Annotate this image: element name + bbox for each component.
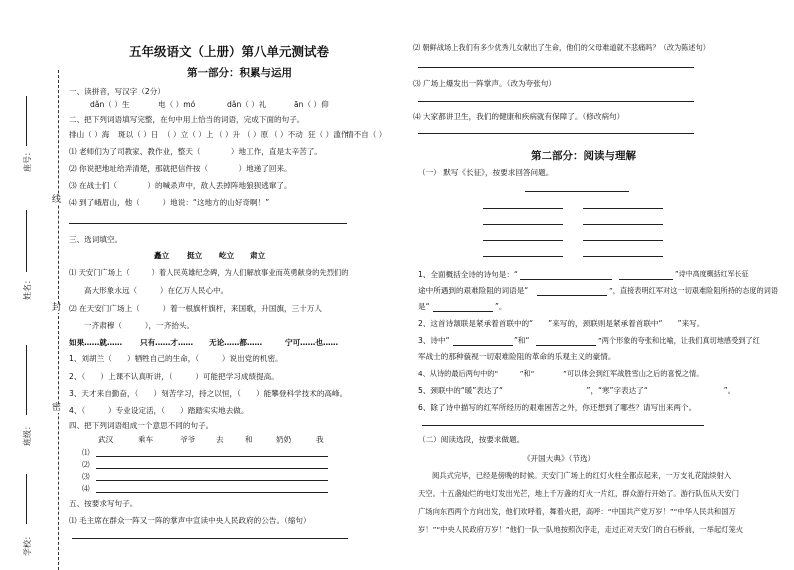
q5-answer-line-2 xyxy=(418,67,694,68)
q5-answer-line-1 xyxy=(72,538,348,539)
q2-answer-line xyxy=(69,223,347,224)
seat-number-label: 座号： xyxy=(23,148,32,172)
name-line xyxy=(26,210,27,272)
q4-row-4: ⑷ xyxy=(82,484,90,493)
q1-title: 一、读拼音，写汉字（2分） xyxy=(69,87,165,96)
reading-line-1: 阅兵式完毕，已经是傍晚的时候。天安门广场上的红灯火柱全都点起来，一万支礼花陆续射入 xyxy=(432,471,732,480)
q2-word-8: 情不自（ ） xyxy=(346,130,387,139)
q2-word-3: （ ）立（ ）上 xyxy=(163,130,214,139)
q2-word-2: 斑以（ ）日 xyxy=(118,130,159,139)
q4-row-1: ⑴ xyxy=(82,448,90,457)
q3-option-4: 肃立 xyxy=(250,251,266,260)
poem-title-line xyxy=(525,191,629,192)
class-line xyxy=(26,345,27,415)
q5-sentence-1: ⑴ 毛主席在群众一阵又一阵的掌声中宣读中央人民政府的公告。（缩句） xyxy=(69,516,311,525)
poem-q1-d: ”，直接表明红军对这一切艰难险阻所持的态度的词语 xyxy=(609,286,779,295)
seat-number-line xyxy=(26,96,27,146)
poem-q3-blank-1 xyxy=(453,345,513,346)
poem-q3-b: ”和“ xyxy=(514,336,530,345)
q2-sentence-4: ⑷ 到了峨眉山，他（ ）地说：“这地方的山好奇啊！” xyxy=(69,198,270,207)
poem-q5: 5、颈联中的“暖”表达了“ ”，“寒”字表达了“ ”。 xyxy=(418,386,736,395)
q4-word-6: 奶奶 xyxy=(276,435,292,444)
q3-option-1: 矗立 xyxy=(154,251,170,260)
q2-sentence-1: ⑴ 老师们为了司教家、教作业，整天（ ）地工作，直是太辛苦了。 xyxy=(69,147,323,156)
q2-word-7: 狂（ ）滥作 xyxy=(308,130,349,139)
school-label: 学校： xyxy=(23,532,32,556)
q4-row-3: ⑶ xyxy=(82,472,90,481)
q1-pinyin-1: dǎn（ ）生 xyxy=(90,100,130,109)
q3-conj-1: 1、刘胡兰（ ）牺牲自己的生命，（ ）说出党的机密。 xyxy=(69,354,283,363)
q3-sentence-2a: ⑵ 在天安门广场上（ ）着一根旗杆旗杆，来国歌，升国旗，三十万人 xyxy=(69,304,323,313)
poem-q3-c: ”两个形象的夸张和比喻，让我们真切地感受到了红 xyxy=(598,336,760,345)
poem-q1-blank-4 xyxy=(433,311,493,312)
poem-line-4a xyxy=(483,256,563,257)
q4-answer-line-3 xyxy=(96,480,328,481)
poem-q1-blank-2 xyxy=(619,279,673,280)
q5-sentence-4: ⑷ 大家都讲卫生，我们的健康和疾病就有保障了。（修改病句） xyxy=(413,112,625,121)
q4-title: 四、把下列词语组成一个意思不同的句子。 xyxy=(69,421,214,430)
poem-q1-f: ”。 xyxy=(495,302,507,311)
q5-sentence-3: ⑶ 广场上爆发出一阵掌声。（改为夸张句） xyxy=(413,79,556,88)
poem-q6: 6、除了诗中描写的红军所经历的艰难困苦之外，你还想到了哪些？请写出来两个。 xyxy=(418,403,697,412)
poem-line-2a xyxy=(483,224,563,225)
reading-line-2: 天空。十五盏灿烂的电灯发出光芒，地上千万盏的灯火一片红，群众游行开始了。游行队伍从天安门 xyxy=(418,489,740,498)
poem-q3-d: 军战士的那种藐视一切艰难险阻的革命的乐观主义的豪情。 xyxy=(418,352,616,361)
poem-q3-a: 3、诗中“ xyxy=(418,336,450,345)
poem-line-1a xyxy=(483,208,563,209)
binding-dashed-line xyxy=(58,70,59,570)
q3-option2-4: 宁可……也…… xyxy=(285,338,339,347)
q2-word-6: （ ）不动 xyxy=(270,130,303,139)
q3-conj-2: 2、（ ）上课不认真听讲，（ ）可能把学习成绩提高。 xyxy=(69,372,279,381)
poem-q1-e: 是“ xyxy=(418,302,430,311)
part1-heading: 第一部分：积累与运用 xyxy=(187,67,292,79)
q4-word-2: 乘车 xyxy=(138,435,154,444)
q2-word-4: （ ）升 xyxy=(215,130,241,139)
poem-line-2b xyxy=(583,224,663,225)
poem-q1-a: 1、全面概括全诗的诗句是：“ xyxy=(418,270,518,279)
poem-q1-blank-3 xyxy=(537,295,607,296)
q2-sentence-3: ⑶ 在战士们（ ）的喊杀声中，敌人丢掉阵地狼狈逃窜了。 xyxy=(69,181,292,190)
q2-word-1: 排山（ ）海 xyxy=(69,130,110,139)
q2-title: 二、把下列词语填写完整，在句中用上恰当的词语，完成下面的句子。 xyxy=(69,115,305,124)
q3-conj-4: 4、（ ）专业设定活，（ ）踏踏实实地去做。 xyxy=(69,406,249,415)
q5-sentence-2: ⑵ 朝鲜战场上我们有多少优秀儿女献出了生命，他们的父母难道就不悲痛吗？（改为陈述句） xyxy=(413,43,710,52)
q5-title: 五、按要求写句子。 xyxy=(69,499,138,508)
q2-word-5: （ ）原 xyxy=(243,130,269,139)
q1-pinyin-3: dǎn（ ）礼 xyxy=(227,100,267,109)
binding-marker-line: 线 xyxy=(52,195,62,205)
q3-option2-2: 只有……才…… xyxy=(140,338,194,347)
class-label: 班级： xyxy=(23,422,32,446)
section1-title: （一） 默写《长征》，按要求回答问题。 xyxy=(418,168,554,177)
poem-q1-c: 途中所遇到的艰难险阻的词语是“ xyxy=(418,286,529,295)
exam-title: 五年级语文（上册）第八单元测试卷 xyxy=(129,44,330,59)
poem-line-1b xyxy=(583,208,663,209)
q3-option-3: 屹立 xyxy=(219,251,235,260)
q2-sentence-2: ⑵ 你说把地址给弄清楚，那就把信件按（ ）地递了回来。 xyxy=(69,164,292,173)
poem-line-3a xyxy=(483,240,563,241)
q5-answer-line-3 xyxy=(418,101,694,102)
q4-word-4: 去 xyxy=(216,435,224,444)
poem-q2: 2、这首诗颔联是紧承着首联中的“ ”来写的，颈联则是紧承着首联中“ ”来写。 xyxy=(418,319,705,328)
q4-word-3: 爷爷 xyxy=(180,435,196,444)
q4-word-1: 武汉 xyxy=(98,435,114,444)
poem-q4: 4、从诗的最后两句中的“ ”和“ ”可以体会到红军战胜雪山之后的喜悦之情。 xyxy=(418,369,704,378)
reading-line-3: 广场向东西两个方向出发，他们欢呼着，舞着火把，高呼：“中国共产党万岁！”“中华人民共和国万 xyxy=(418,507,736,516)
q4-answer-line-2 xyxy=(96,468,328,469)
q4-row-2: ⑵ xyxy=(82,460,90,469)
q4-answer-line-1 xyxy=(96,456,328,457)
q3-option-2: 挺立 xyxy=(187,251,203,260)
q4-word-7: 我 xyxy=(316,435,324,444)
poem-q1-b: ”诗中高度概括红军长征 xyxy=(675,270,749,278)
section2-title: （二）阅读选段，按要求做题。 xyxy=(418,435,525,444)
binding-marker-seal: 封 xyxy=(52,303,62,313)
poem-line-3b xyxy=(583,240,663,241)
poem-q6-answer-line xyxy=(422,425,704,426)
part2-heading: 第二部分：阅读与理解 xyxy=(531,150,636,162)
name-label: 姓名： xyxy=(23,276,32,300)
q4-word-5: 和 xyxy=(245,435,253,444)
reading-title: 《开国大典》（节选） xyxy=(523,454,596,463)
q1-pinyin-2: 电（ ）mó xyxy=(158,100,196,109)
reading-line-4: 岁！”“中央人民政府万岁！”他们一队一队地按照次序走，走过正对天安门的白石桥前，一举起灯笼火 xyxy=(418,525,744,534)
poem-q3-blank-2 xyxy=(536,345,596,346)
q4-answer-line-4 xyxy=(96,492,328,493)
poem-q1-blank-1 xyxy=(520,279,612,280)
q3-sentence-1a: ⑴ 天安门广场上（ ）着人民英雄纪念碑，为人们解放事业而英勇献身的先烈们的 xyxy=(69,268,349,277)
q3-option2-3: 无论……都…… xyxy=(209,338,263,347)
q3-conj-3: 3、天才来自勤奋，（ ）刻苦学习，持之以恒，（ ）能攀登科学技术的高峰。 xyxy=(69,389,348,398)
q3-sentence-2b: 一齐肃穆（ ），一齐抬头。 xyxy=(84,321,195,330)
binding-marker-secret: 密 xyxy=(52,403,62,413)
school-line xyxy=(26,474,27,524)
q3-sentence-1b: 高大形象永远（ ）在亿万人民心中。 xyxy=(84,286,229,295)
q3-option2-1: 如果……就…… xyxy=(69,338,123,347)
poem-line-4b xyxy=(583,256,663,257)
q1-pinyin-4: ān（ ）仰 xyxy=(294,100,329,109)
q5-answer-line-4 xyxy=(418,133,694,134)
q3-title: 三、选词填空。 xyxy=(69,235,123,244)
